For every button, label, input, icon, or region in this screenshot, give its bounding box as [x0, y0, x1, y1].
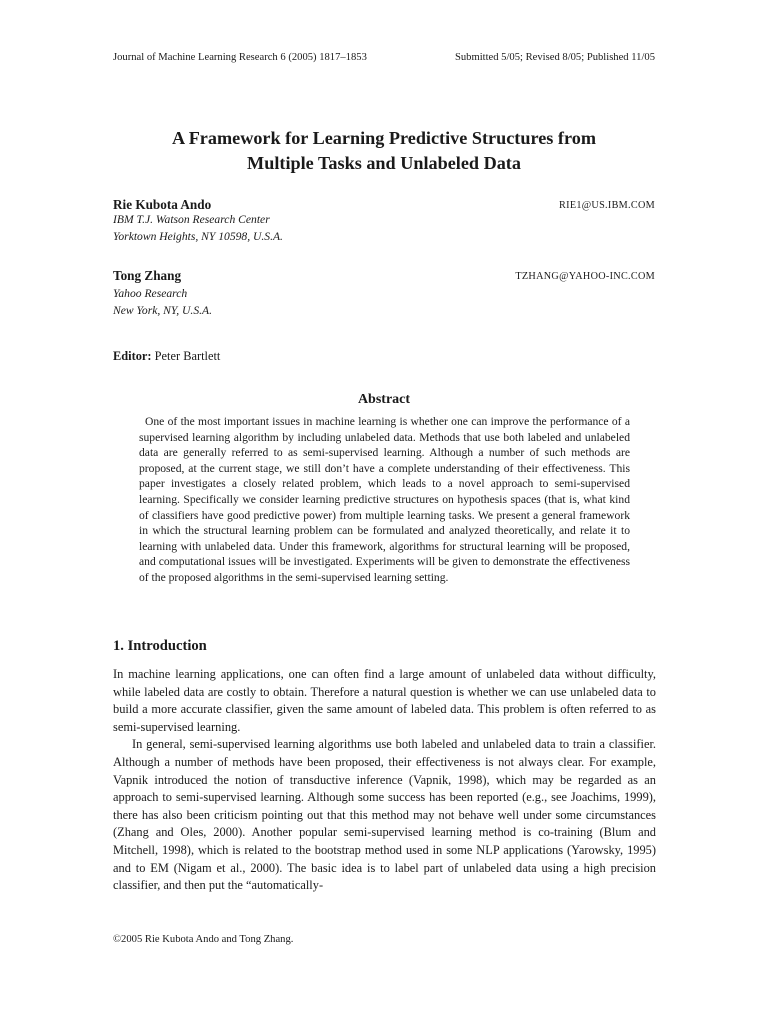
journal-citation: Journal of Machine Learning Research 6 (2005) 1817–1853 [113, 52, 367, 63]
introduction-paragraph-2: In general, semi-supervised learning algorithms use both labeled and unlabeled data to train a classifier. Although a number of methods have been proposed, their effectiveness is not always clear. For example, Vapnik introduced the notion of transductive inference (Vapnik, 1998), which may be regarded as an approach to semi-supervised learning. Although some success has been reported (e.g., see Joachims, 1999), there has also been criticism pointing out that this method may not behave well under some circumstances (Zhang and Oles, 2000). Another popular semi-supervised learning method is co-training (Blum and Mitchell, 1998), which is related to the bootstrap method used in some NLP applications (Yarowsky, 1995) and to EM (Nigam et al., 2000). The basic idea is to label part of unlabeled data using a high precision classifier, and then put the “automatically- [113, 737, 656, 893]
editor-label: Editor: [113, 349, 152, 363]
paper-title [0, 126, 768, 176]
title-line-2: Multiple Tasks and Unlabeled Data [247, 153, 521, 173]
author-1-name: Rie Kubota Ando [113, 197, 212, 212]
abstract-heading: Abstract [357, 392, 411, 407]
author-1-affiliation-line-1: IBM T.J. Watson Research Center [113, 213, 270, 226]
editor-name: Peter Bartlett [154, 349, 221, 363]
author-1-affiliation-line-2: Yorktown Heights, NY 10598, U.S.A. [113, 229, 283, 243]
publication-dates: Submitted 5/05; Revised 8/05; Published 11/05 [454, 52, 655, 63]
author-2-affiliation [113, 286, 212, 319]
author-1-affiliation [113, 212, 283, 245]
introduction-paragraph-1: In machine learning applications, one can often find a large amount of unlabeled data without difficulty, while labeled data are costly to obtain. Therefore a natural question is whether we can use unlabeled data to build a more accurate classifier, given the same amount of labeled data. This problem is often referred to as semi-supervised learning. [113, 667, 656, 734]
section-heading-introduction: 1. Introduction [113, 638, 207, 654]
author-2-affiliation-line-1: Yahoo Research [113, 287, 188, 300]
copyright-footer: ©2005 Rie Kubota Ando and Tong Zhang. [113, 934, 294, 945]
editor-line [113, 349, 220, 364]
author-1-email[interactable]: RIE1@US.IBM.COM [559, 200, 655, 211]
author-2-affiliation-line-2: New York, NY, U.S.A. [113, 303, 213, 317]
abstract-text: One of the most important issues in machine learning is whether one can improve the performance of a supervised learning algorithm by including unlabeled data. Methods that use both labeled and unlabeled data are generally referred to as semi-supervised learning. Although a number of such methods are proposed, at the current stage, we still don’t have a complete understanding of their effectiveness. This paper investigates a closely related problem, which leads to a novel approach to semi-supervised learning. Specifically we consider learning predictive structures on hypothesis spaces (that is, what kind of classifiers have good predictive power) from multiple learning tasks. We present a general framework in which the structural learning problem can be formulated and analyzed theoretically, and relate it to learning with unlabeled data. Under this framework, algorithms for structural learning will be proposed, and computational issues will be investigated. Experiments will be given to demonstrate the effectiveness of the proposed algorithms in the semi-supervised learning setting. [139, 415, 630, 584]
author-2-email[interactable]: TZHANG@YAHOO-INC.COM [515, 271, 655, 282]
introduction-body [113, 666, 656, 895]
author-2-name: Tong Zhang [113, 268, 182, 283]
title-line-1: A Framework for Learning Predictive Structures from [172, 128, 596, 148]
